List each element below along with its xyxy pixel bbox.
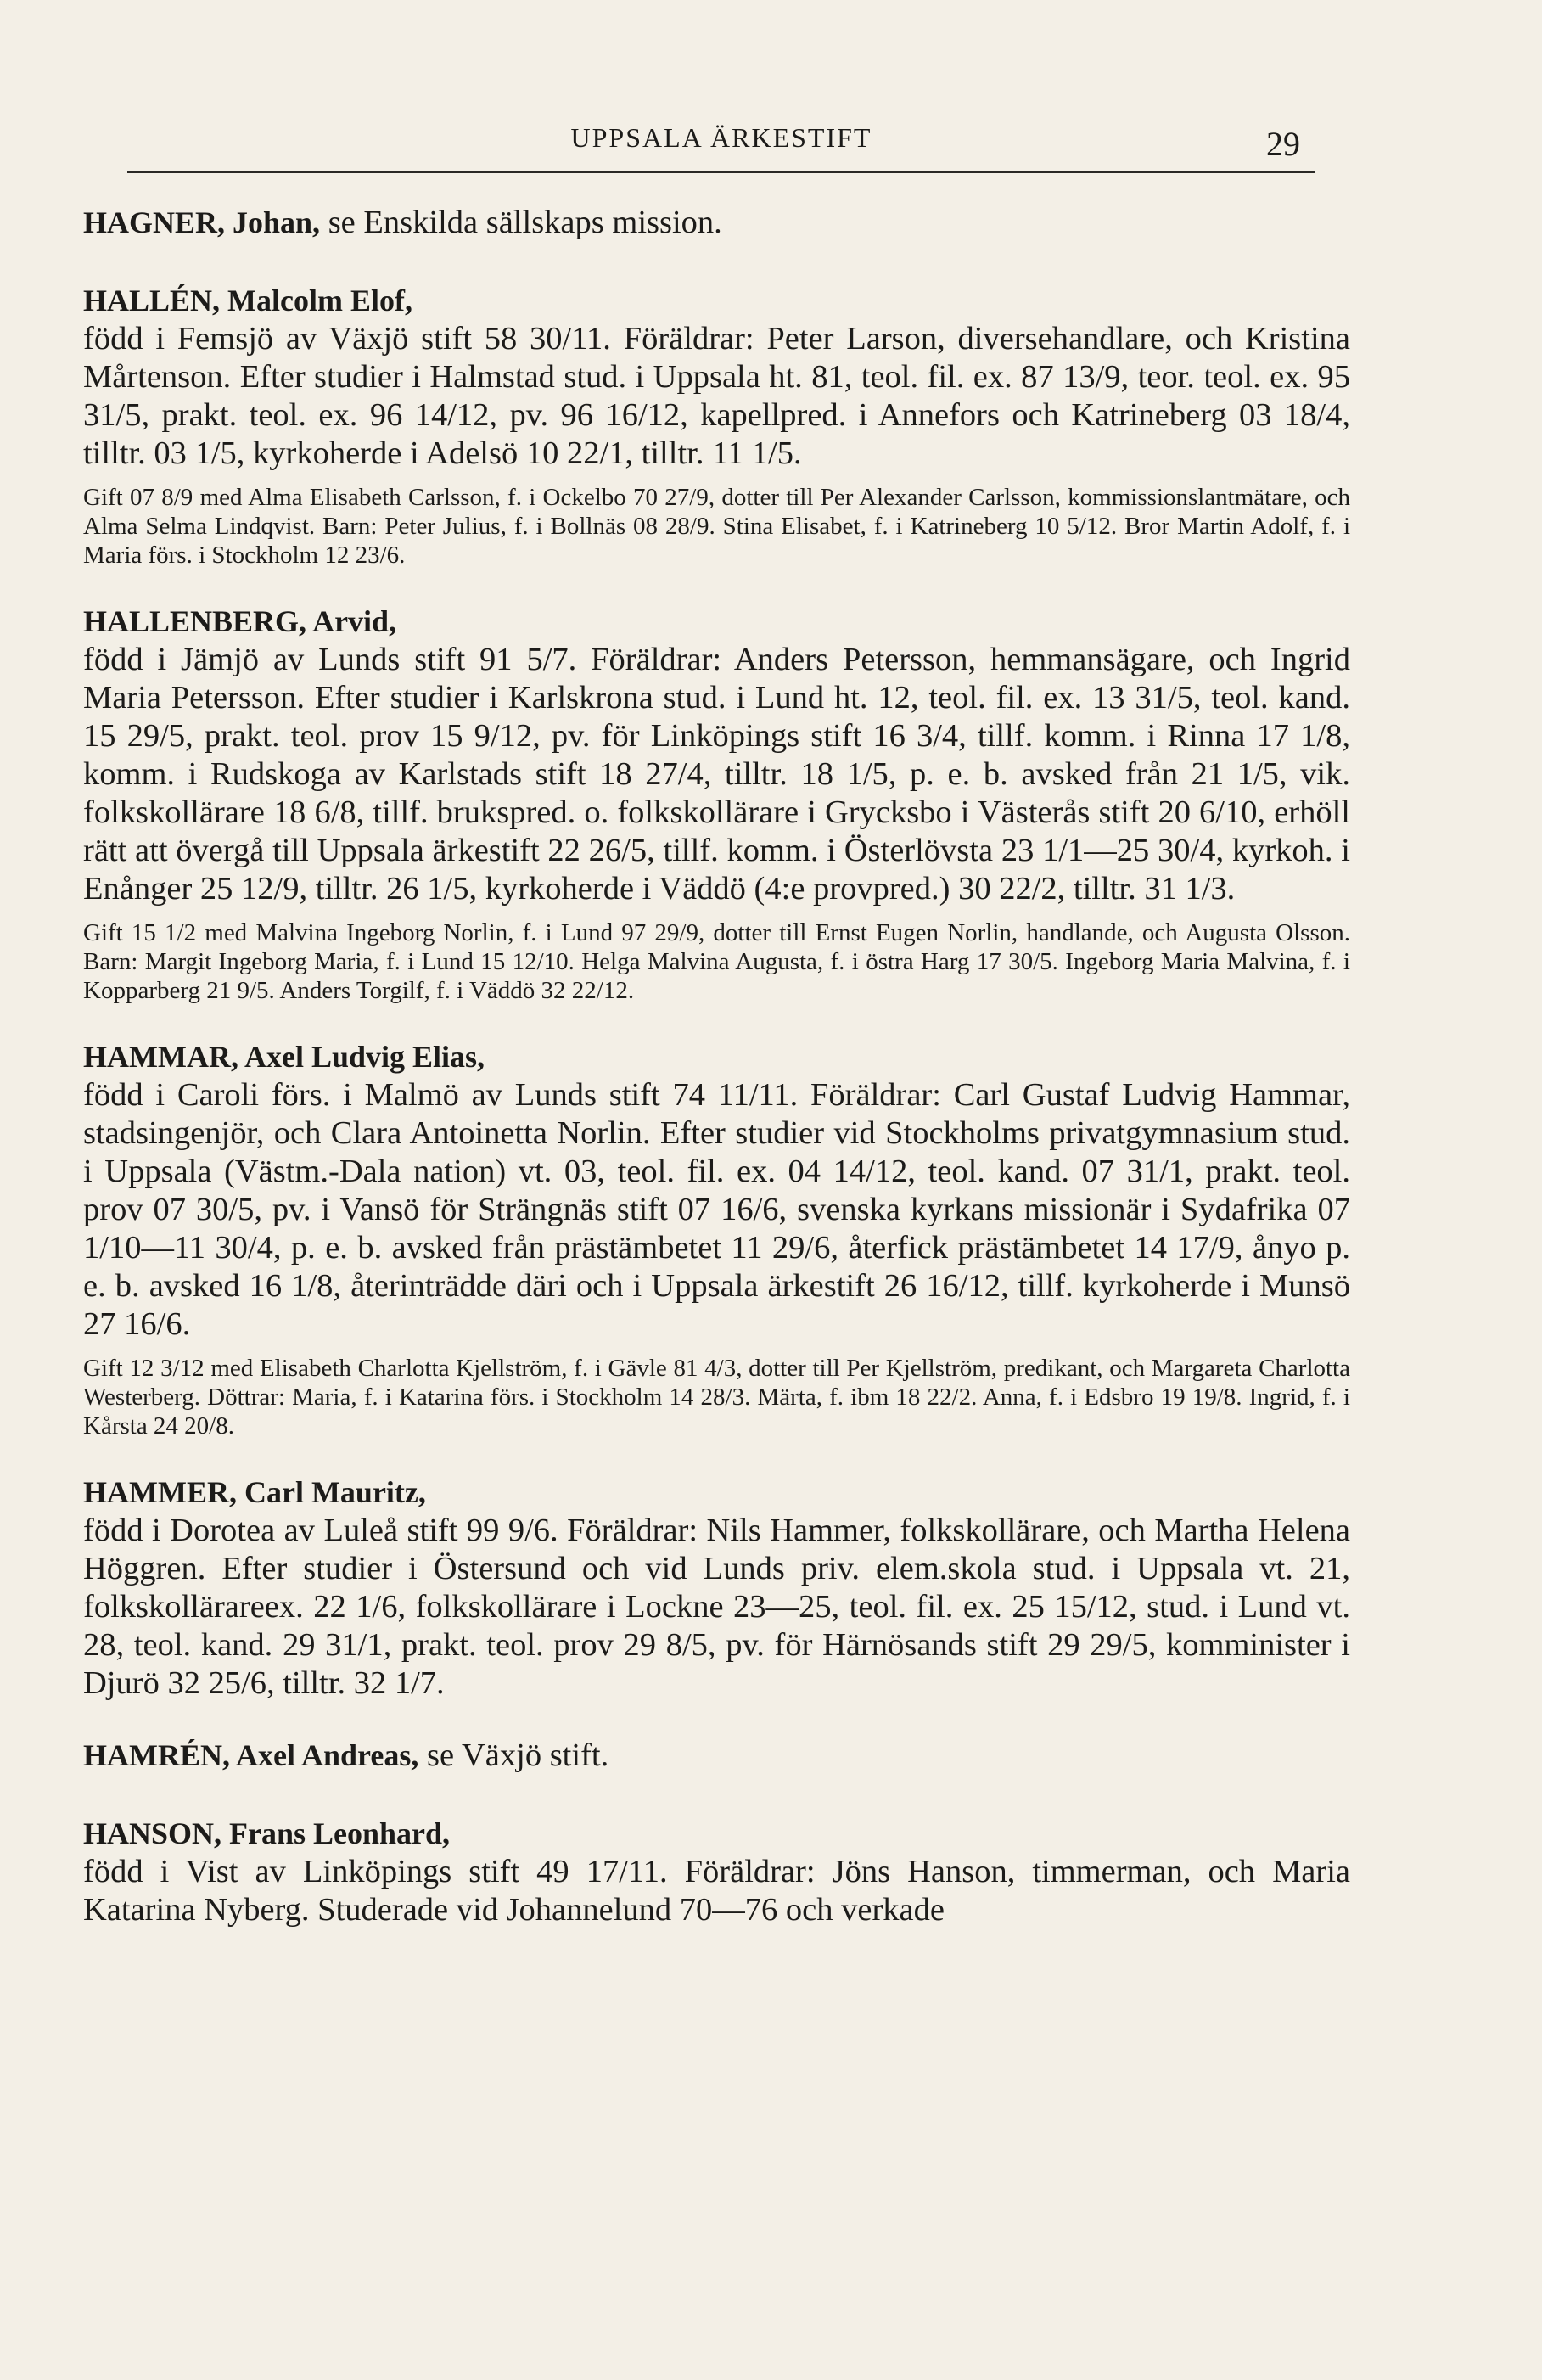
entry-name: HAMRÉN, Axel Andreas, <box>83 1738 419 1772</box>
entry-family: Gift 12 3/12 med Elisabeth Charlotta Kjellström, f. i Gävle 81 4/3, dotter till Per Kjellström, predikant, och Margareta Charlotta Westerberg. Döttrar: Maria, f. i Katarina förs. i Stockholm 14 28/3. Märta, f. ibm 18 22/2. Anna, f. i Edsbro 19 19/8. Ingrid, f. i Kårsta 24 20/8. <box>83 1355 1350 1440</box>
entry-hamren <box>83 1737 1350 1775</box>
entry-biography: född i Femsjö av Växjö stift 58 30/11. Föräldrar: Peter Larson, diversehandlare, och Kristina Mårtenson. Efter studier i Halmstad stud. i Uppsala ht. 81, teol. fil. ex. 87 13/9, teor. teol. ex. 95 31/5, prakt. teol. ex. 96 14/12, pv. 96 16/12, kapellpred. i Annefors och Katrineberg 03 18/4, tilltr. 03 1/5, kyrkoherde i Adelsö 10 22/1, tilltr. 11 1/5. <box>83 321 1350 471</box>
entry-biography: född i Vist av Linköpings stift 49 17/11. Föräldrar: Jöns Hanson, timmerman, och Maria Katarina Nyberg. Studerade vid Johannelund 70—76 och verkade <box>83 1854 1350 1928</box>
entry-hammar <box>83 1039 1350 1440</box>
page-number: 29 <box>1266 125 1300 163</box>
entry-hanson <box>83 1816 1350 1929</box>
entry-biography: född i Caroli förs. i Malmö av Lunds stift 74 11/11. Föräldrar: Carl Gustaf Ludvig Hammar, stadsingenjör, och Clara Antoinetta Norlin. Efter studier vid Stockholms privatgymnasium stud. i Uppsala (Västm.-Dala nation) vt. 03, teol. fil. ex. 04 14/12, teol. kand. 07 31/1, prakt. teol. prov 07 30/5, pv. i Vansö för Strängnäs stift 07 16/6, svenska kyrkans missionär i Sydafrika 07 1/10—11 30/4, p. e. b. avsked från prästämbetet 11 29/6, återfick prästämbetet 14 17/9, ånyo p. e. b. avsked 16 1/8, återinträdde däri och i Uppsala ärkestift 26 16/12, tillf. kyrkoherde i Munsö 27 16/6. <box>83 1077 1350 1342</box>
entry-family: Gift 07 8/9 med Alma Elisabeth Carlsson, f. i Ockelbo 70 27/9, dotter till Per Alexander Carlsson, kommissionslantmätare, och Alma Selma Lindqvist. Barn: Peter Julius, f. i Bollnäs 08 28/9. Stina Elisabet, f. i Katrineberg 10 5/12. Bror Martin Adolf, f. i Maria förs. i Stockholm 12 23/6. <box>83 484 1350 569</box>
entry-text: se Växjö stift. <box>426 1737 609 1773</box>
entry-name: HALLÉN, Malcolm Elof, <box>83 283 412 317</box>
running-header <box>127 119 1315 173</box>
entry-line <box>83 1737 1350 1775</box>
entry-name: HALLENBERG, Arvid, <box>83 604 397 638</box>
entry-family: Gift 15 1/2 med Malvina Ingeborg Norlin, f. i Lund 97 29/9, dotter till Ernst Eugen Norlin, handlande, och Augusta Olsson. Barn: Margit Ingeborg Maria, f. i Lund 15 12/10. Helga Malvina Augusta, f. i östra Harg 17 30/5. Ingeborg Maria Malvina, f. i Kopparberg 21 9/5. Anders Torgilf, f. i Väddö 32 22/12. <box>83 919 1350 1004</box>
entry-name: HAMMAR, Axel Ludvig Elias, <box>83 1040 485 1074</box>
entry-hagner <box>83 204 1350 242</box>
entry-name: HAGNER, Johan, <box>83 205 321 239</box>
entry-hallen <box>83 283 1350 570</box>
entry-name: HANSON, Frans Leonhard, <box>83 1816 451 1850</box>
register-entries <box>83 204 1350 1963</box>
entry-text: se Enskilda sällskaps mission. <box>328 205 722 240</box>
entry-line <box>83 204 1350 242</box>
entry-hallenberg <box>83 603 1350 1005</box>
entry-biography: född i Dorotea av Luleå stift 99 9/6. Föräldrar: Nils Hammer, folkskollärare, och Martha Helena Höggren. Efter studier i Östersund och vid Lunds priv. elem.skola stud. i Uppsala vt. 21, folkskollärareex. 22 1/6, folkskollärare i Lockne 23—25, teol. fil. ex. 25 15/12, stud. i Lund vt. 28, teol. kand. 29 31/1, prakt. teol. prov 29 8/5, pv. för Härnösands stift 29 29/5, komminister i Djurö 32 25/6, tilltr. 32 1/7. <box>83 1513 1350 1701</box>
running-title: UPPSALA ÄRKESTIFT <box>570 122 872 153</box>
entry-hammer <box>83 1474 1350 1703</box>
entry-name: HAMMER, Carl Mauritz, <box>83 1475 426 1509</box>
entry-biography: född i Jämjö av Lunds stift 91 5/7. Föräldrar: Anders Petersson, hemmansägare, och Ingrid Maria Petersson. Efter studier i Karlskrona stud. i Lund ht. 12, teol. fil. ex. 13 31/5, teol. kand. 15 29/5, prakt. teol. prov 15 9/12, pv. för Linköpings stift 16 3/4, tillf. komm. i Rinna 17 1/8, komm. i Rudskoga av Karlstads stift 18 27/4, tilltr. 18 1/5, p. e. b. avsked från 21 1/5, vik. folkskollärare 18 6/8, tillf. brukspred. o. folkskollärare i Grycksbo i Västerås stift 20 6/10, erhöll rätt att övergå till Uppsala ärkestift 22 26/5, tillf. komm. i Österlövsta 23 1/1—25 30/4, kyrkoh. i Enånger 25 12/9, tilltr. 26 1/5, kyrkoherde i Väddö (4:e provpred.) 30 22/2, tilltr. 31 1/3. <box>83 642 1350 907</box>
